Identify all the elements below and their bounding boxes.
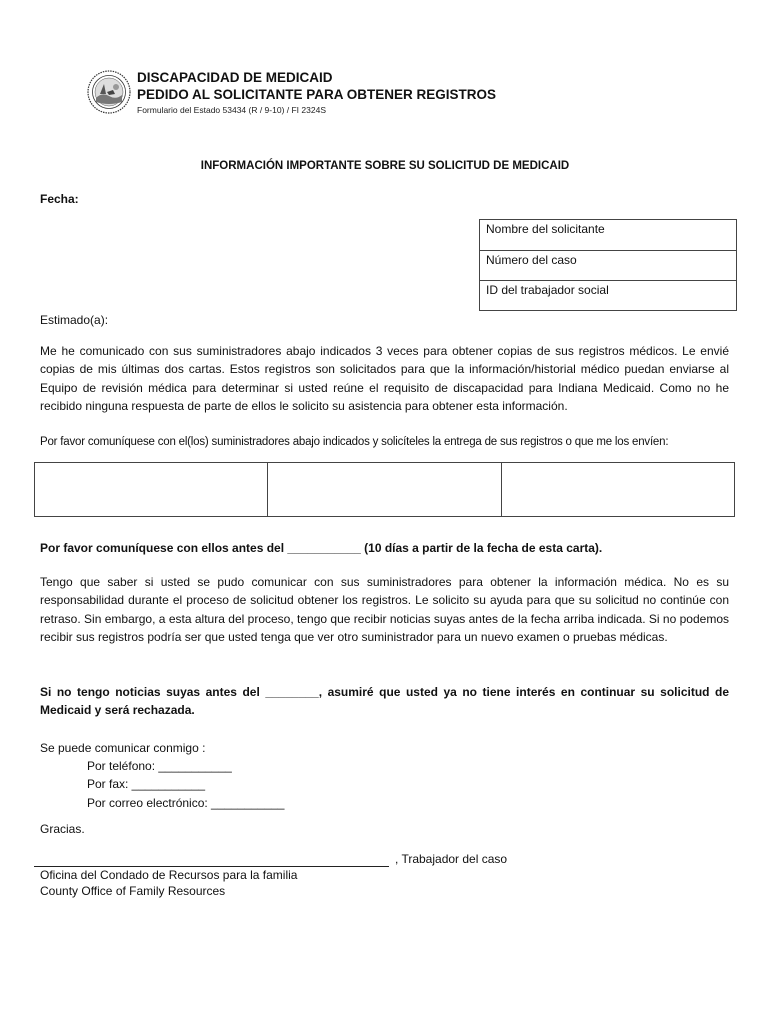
provider-cell [267, 463, 500, 516]
worker-id-field: ID del trabajador social [480, 280, 736, 310]
contact-fax: Por fax: ___________ [87, 777, 206, 792]
paragraph-providers-contacted: Me he comunicado con sus suministradores abajo indicados 3 veces para obtener copias de sus registros médicos. Le envié copias de mis últimas dos cartas. Estos registros son solicitados para que la información/historial médico puedan enviarse al Equipo de revisión médica para determinar si usted reúne el requisito de discapacidad para Indiana Medicaid. Como no he recibido ninguna respuesta de parte de ellos le solicito su asistencia para obtener esta información. [40, 344, 729, 413]
office-name-spanish: Oficina del Condado de Recursos para la familia [40, 868, 298, 882]
state-seal-icon [87, 70, 131, 114]
contact-email: Por correo electrónico: ___________ [87, 795, 285, 810]
provider-cell [501, 463, 734, 516]
date-label: Fecha: [40, 192, 79, 206]
providers-table [34, 462, 735, 517]
form-title: DISCAPACIDAD DE MEDICAID [137, 70, 333, 85]
applicant-info-box [479, 219, 737, 311]
office-name-english: County Office of Family Resources [40, 884, 226, 898]
form-subtitle: PEDIDO AL SOLICITANTE PARA OBTENER REGISTROS [137, 87, 497, 102]
contact-phone: Por teléfono: ___________ [87, 759, 232, 774]
closing: Gracias. [40, 822, 85, 836]
paragraph-explanation: Tengo que saber si usted se pudo comunicar con sus suministradores para obtener la información médica. No es su responsabilidad durante el proceso de solicitud obtener los registros. Le solicito su ayuda para que su solicitud no continúe con retraso. Sin embargo, a esta altura del proceso, tengo que recibir noticias suyas antes de la fecha arriba indicada. Si no podemos recibir sus registros podría ser que usted tenga que ver otro suministrador para un nuevo examen o pruebas médicas. [40, 575, 729, 644]
case-worker-label: , Trabajador del caso [395, 852, 508, 866]
case-number-field: Número del caso [480, 250, 736, 280]
section-heading: INFORMACIÓN IMPORTANTE SOBRE SU SOLICITUD DE MEDICAID [200, 160, 570, 172]
signature-line [34, 866, 389, 867]
applicant-name-field: Nombre del solicitante [486, 222, 605, 236]
contact-section [40, 739, 284, 812]
contact-intro: Se puede comunicar conmigo : [40, 741, 206, 755]
provider-cell [35, 463, 267, 516]
paragraph-warning: Si no tengo noticias suyas antes del ________, asumiré que usted ya no tiene interés en continuar su solicitud de Medicaid y será rechazada. [40, 685, 729, 718]
paragraph-contact-request: Por favor comuníquese con el(los) suministradores abajo indicados y solicíteles la entrega de sus registros o que me los envíen: [40, 436, 669, 448]
form-number: Formulario del Estado 53434 (R / 9-10) / FI 2324S [137, 105, 326, 115]
greeting: Estimado(a): [40, 313, 109, 327]
paragraph-deadline: Por favor comuníquese con ellos antes del ___________ (10 días a partir de la fecha de esta carta). [40, 541, 603, 555]
